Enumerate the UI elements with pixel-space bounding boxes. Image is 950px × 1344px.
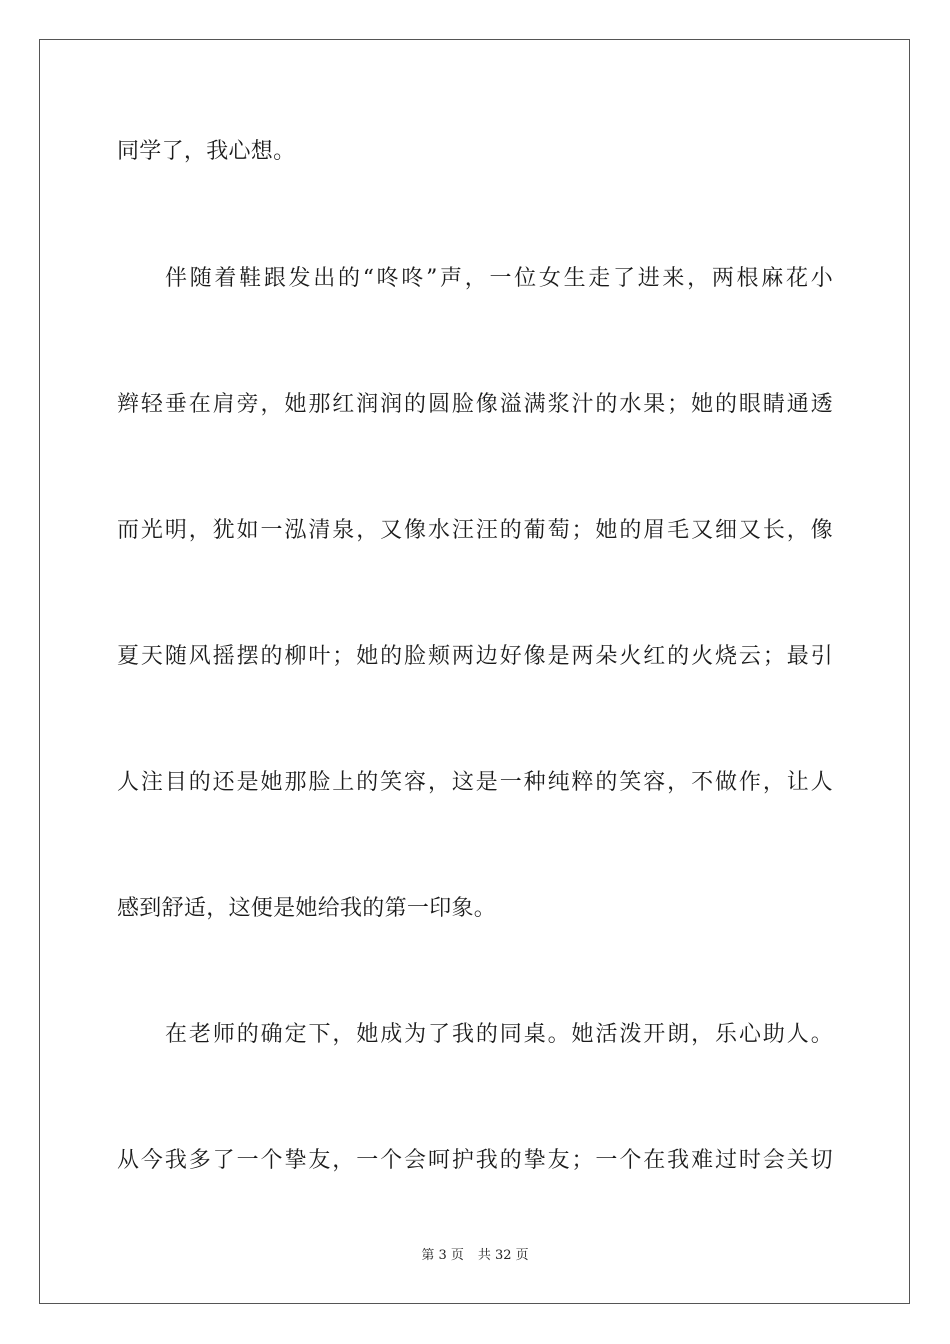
- text-line: 感到舒适，这便是她给我的第一印象。: [117, 896, 497, 921]
- page-footer: [0, 1247, 950, 1265]
- page-number: 第 3 页: [421, 1248, 464, 1263]
- text-line: 辫轻垂在肩旁，她那红润润的圆脸像溢满浆汁的水果；她的眼睛通透: [117, 392, 833, 417]
- text-line: 而光明，犹如一泓清泉，又像水汪汪的葡萄；她的眉毛又细又长，像: [117, 518, 833, 543]
- text-line: 人注目的还是她那脸上的笑容，这是一种纯粹的笑容，不做作，让人: [117, 770, 833, 795]
- text-line: 在老师的确定下，她成为了我的同桌。她活泼开朗，乐心助人。: [165, 1022, 833, 1047]
- page-total: 共 32 页: [477, 1248, 529, 1263]
- text-line: 夏天随风摇摆的柳叶；她的脸颊两边好像是两朵火红的火烧云；最引: [117, 644, 833, 669]
- text-line: 从今我多了一个挚友，一个会呵护我的挚友；一个在我难过时会关切: [117, 1148, 833, 1173]
- text-line: 伴随着鞋跟发出的“咚咚”声，一位女生走了进来，两根麻花小: [165, 266, 833, 291]
- text-line: 同学了，我心想。: [117, 139, 296, 164]
